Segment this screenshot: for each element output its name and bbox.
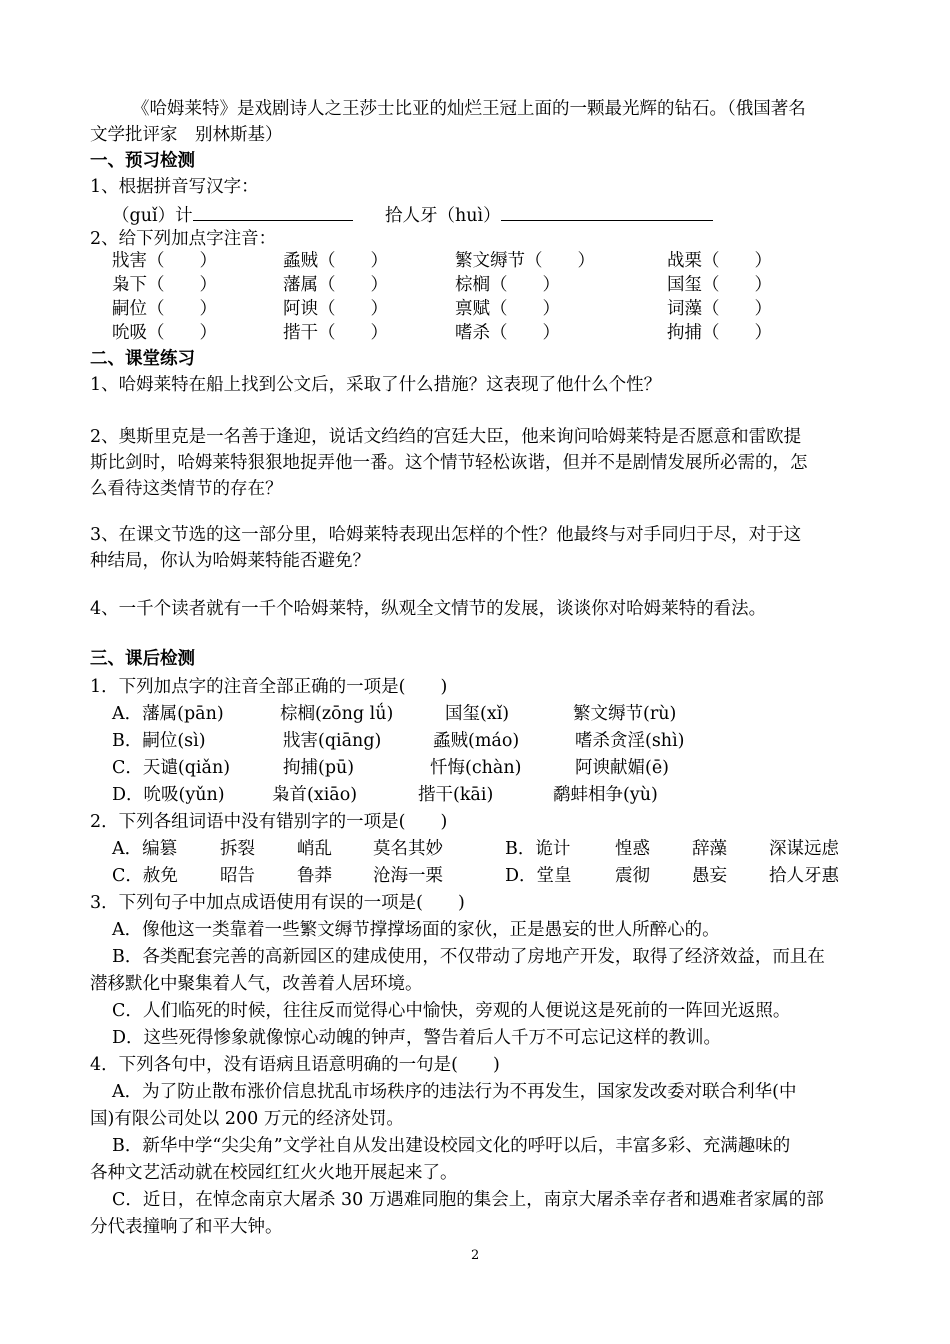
option-item: 鲁莽 <box>297 866 332 886</box>
option-item: 震彻 <box>615 866 650 886</box>
option-item: 莫名其妙 <box>373 839 443 859</box>
s3-q4-option-c-line-2: 分代表撞响了和平大钟。 <box>90 1217 283 1237</box>
option-item: 愚妄 <box>692 866 727 886</box>
s2-q2-line-2: 斯比剑时，哈姆莱特狠狠地捉弄他一番。这个情节轻松诙谐，但并不是剧情发展所必需的，怎 <box>90 453 808 473</box>
s3-q3-option-a: A．像他这一类靠着一些繁文缛节撑撑场面的家伙，正是愚妄的世人所醉心的。 <box>112 920 720 940</box>
pinyin-item: 蟊贼（ ） <box>283 251 388 271</box>
intro-line-1: 《哈姆莱特》是戏剧诗人之王莎士比亚的灿烂王冠上面的一颗最光辉的钻石。（俄国著名 <box>132 99 806 119</box>
option-item: 枭首(xiāo) <box>272 785 358 805</box>
pinyin-item: 战栗（ ） <box>667 251 772 271</box>
pinyin-item: 阿谀（ ） <box>283 299 388 319</box>
s3-q4-option-c-line-1: C．近日，在悼念南京大屠杀 30 万遇难同胞的集会上，南京大屠杀幸存者和遇难者家属的部 <box>112 1190 824 1210</box>
s3-q3-option-d: D．这些死得惨象就像惊心动魄的钟声，警告着后人千万不可忘记这样的教训。 <box>112 1028 722 1048</box>
s2-q2-line-3: 么看待这类情节的存在？ <box>90 479 283 499</box>
s1-q1-b <box>385 202 713 227</box>
s1-q1-a <box>112 202 353 227</box>
s3-q2: 2．下列各组词语中没有错别字的一项是( ) <box>90 812 448 832</box>
option-item: A．藩属(pān) <box>112 704 224 724</box>
intro-line-2: 文学批评家 别林斯基） <box>90 125 283 145</box>
s2-q2-line-1: 2、奥斯里克是一名善于逢迎，说话文绉绉的宫廷大臣，他来询问哈姆莱特是否愿意和雷欧提 <box>90 427 802 447</box>
option-item: 国玺(xǐ) <box>445 704 510 724</box>
s2-q3-line-2: 种结局，你认为哈姆莱特能否避免？ <box>90 551 370 571</box>
option-item: C．天谴(qiǎn) <box>112 758 231 778</box>
s2-q3-line-1: 3、在课文节选的这一部分里，哈姆莱特表现出怎样的个性？他最终与对手同归于尽，对于这 <box>90 525 802 545</box>
option-item: A．编篡 <box>112 839 178 859</box>
pinyin-item: 词藻（ ） <box>667 299 772 319</box>
option-item: 繁文缛节(rù) <box>573 704 677 724</box>
option-item: B．诡计 <box>505 839 571 859</box>
option-item: 惶惑 <box>615 839 650 859</box>
s3-q4-option-b-line-2: 各种文艺活动就在校园红红火火地开展起来了。 <box>90 1163 458 1183</box>
pinyin-item: 戕害（ ） <box>112 251 217 271</box>
pinyin-item: 嗜杀（ ） <box>455 323 560 343</box>
pinyin-item: 嗣位（ ） <box>112 299 217 319</box>
s3-q4: 4．下列各句中，没有语病且语意明确的一句是( ) <box>90 1055 500 1075</box>
s3-q1: 1．下列加点字的注音全部正确的一项是( ) <box>90 677 448 697</box>
option-item: 戕害(qiāng) <box>283 731 382 751</box>
s1-q1-a-label: （guǐ）计 <box>112 206 193 226</box>
pinyin-item: 国玺（ ） <box>667 275 772 295</box>
option-item: D．堂皇 <box>505 866 572 886</box>
option-item: 阿谀献媚(ē) <box>575 758 670 778</box>
section-2-heading: 二、课堂练习 <box>90 349 195 369</box>
pinyin-item: 繁文缛节（ ） <box>455 251 595 271</box>
option-item: 深谋远虑 <box>769 839 839 859</box>
pinyin-item: 枭下（ ） <box>112 275 217 295</box>
answer-blank[interactable] <box>501 202 713 221</box>
s3-q3-option-c: C．人们临死的时候，往往反而觉得心中愉快，旁观的人便说这是死前的一阵回光返照。 <box>112 1001 791 1021</box>
option-item: 拾人牙惠 <box>769 866 839 886</box>
pinyin-item: 拘捕（ ） <box>667 323 772 343</box>
page-number: 2 <box>471 1248 480 1263</box>
option-item: 昭告 <box>220 866 255 886</box>
s1-q1-b-label: 拾人牙（huì） <box>385 206 501 226</box>
pinyin-item: 揩干（ ） <box>283 323 388 343</box>
option-item: 揩干(kāi) <box>418 785 494 805</box>
pinyin-item: 棕榈（ ） <box>455 275 560 295</box>
option-item: 忏悔(chàn) <box>430 758 522 778</box>
s3-q4-option-a-line-1: A．为了防止散布涨价信息扰乱市场秩序的违法行为不再发生，国家发改委对联合利华(中 <box>112 1082 797 1102</box>
option-item: 沧海一栗 <box>373 866 443 886</box>
section-3-heading: 三、课后检测 <box>90 649 195 669</box>
option-item: D．吮吸(yǔn) <box>112 785 225 805</box>
option-item: 拘捕(pū) <box>283 758 355 778</box>
s3-q3-option-b-line-2: 潜移默化中聚集着人气，改善着人居环境。 <box>90 974 423 994</box>
option-item: 棕榈(zōng lǘ) <box>280 704 394 724</box>
option-item: 峭乱 <box>297 839 332 859</box>
s2-q4: 4、一千个读者就有一千个哈姆莱特，纵观全文情节的发展，谈谈你对哈姆莱特的看法。 <box>90 599 767 619</box>
s3-q4-option-b-line-1: B．新华中学“尖尖角”文学社自从发出建设校园文化的呼吁以后，丰富多彩、充满趣味的 <box>112 1136 791 1156</box>
s1-q2-title: 2、给下列加点字注音： <box>90 229 277 249</box>
option-item: 蟊贼(máo) <box>433 731 520 751</box>
pinyin-item: 吮吸（ ） <box>112 323 217 343</box>
option-item: 辞藻 <box>692 839 727 859</box>
s3-q4-option-a-line-2: 国)有限公司处以 200 万元的经济处罚。 <box>90 1109 404 1129</box>
pinyin-item: 藩属（ ） <box>283 275 388 295</box>
answer-blank[interactable] <box>193 202 353 221</box>
s3-q3-option-b-line-1: B．各类配套完善的高新园区的建成使用，不仅带动了房地产开发，取得了经济效益，而且在 <box>112 947 825 967</box>
s3-q3: 3．下列句子中加点成语使用有误的一项是( ) <box>90 893 465 913</box>
option-item: 拆裂 <box>220 839 255 859</box>
option-item: B．嗣位(sì) <box>112 731 206 751</box>
pinyin-item: 禀赋（ ） <box>455 299 560 319</box>
s2-q1: 1、哈姆莱特在船上找到公文后，采取了什么措施？这表现了他什么个性？ <box>90 375 662 395</box>
section-1-heading: 一、预习检测 <box>90 151 195 171</box>
option-item: 鹬蚌相争(yù) <box>553 785 658 805</box>
s1-q1-title: 1、根据拼音写汉字： <box>90 177 259 197</box>
option-item: C．赦免 <box>112 866 178 886</box>
option-item: 嗜杀贪淫(shì) <box>575 731 685 751</box>
